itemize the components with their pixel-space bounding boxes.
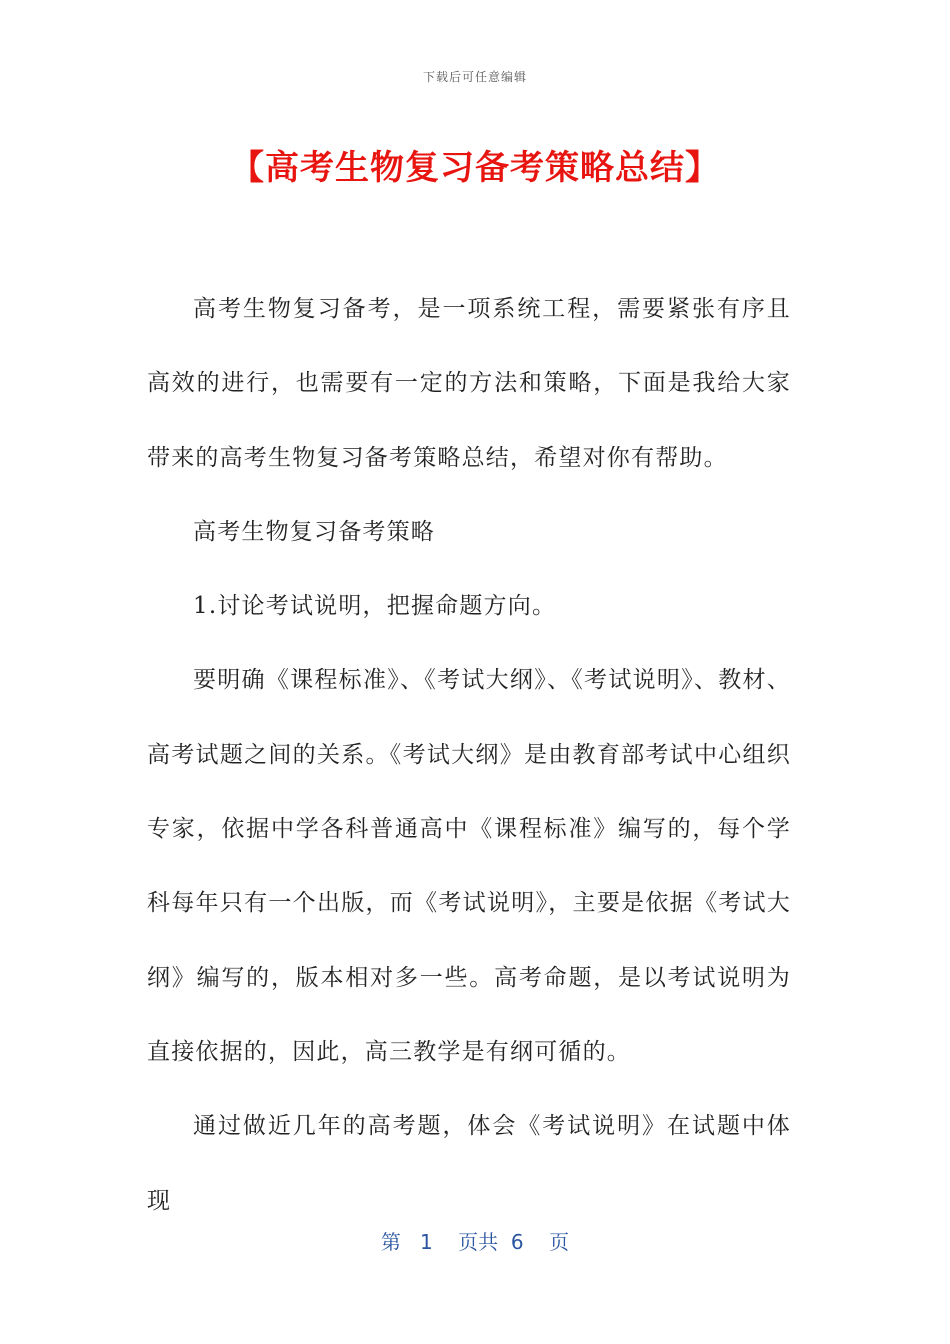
footer-page-total: 6 — [510, 1230, 524, 1254]
paragraph-practice: 通过做近几年的高考题，体会《考试说明》在试题中体现 — [147, 1113, 791, 1214]
paragraph-intro: 高考生物复习备考，是一项系统工程，需要紧张有序且高效的进行，也需要有一定的方法和策略，下面是我给大家带来的高考生物复习备考策略总结，希望对你有帮助。 — [147, 296, 791, 471]
footer-page-current: 1 — [420, 1230, 433, 1254]
footer-suffix: 页 — [549, 1230, 570, 1254]
paragraph-relations: 要明确《课程标准》、《考试大纲》、《考试说明》、教材、高考试题之间的关系。《考试大纲》是由教育部考试中心组织专家，依据中学各科普通高中《课程标准》编写的，每个学科每年只有一个出版，而《考试说明》，主要是依据《考试大纲》编写的，版本相对多一些。高考命题，是以考试说明为直接依据的，因此，高三教学是有纲可循的。 — [147, 667, 791, 1065]
page-footer — [0, 1226, 950, 1255]
paragraph-point-1: 1.讨论考试说明，把握命题方向。 — [193, 593, 557, 620]
document-title: 【高考生物复习备考策略总结】 — [230, 148, 720, 188]
document-body — [147, 272, 791, 1238]
paragraph-section-heading: 高考生物复习备考策略 — [193, 518, 435, 545]
footer-middle: 页共 — [458, 1230, 499, 1254]
footer-prefix: 第 — [380, 1230, 401, 1254]
header-note: 下载后可任意编辑 — [422, 70, 527, 84]
